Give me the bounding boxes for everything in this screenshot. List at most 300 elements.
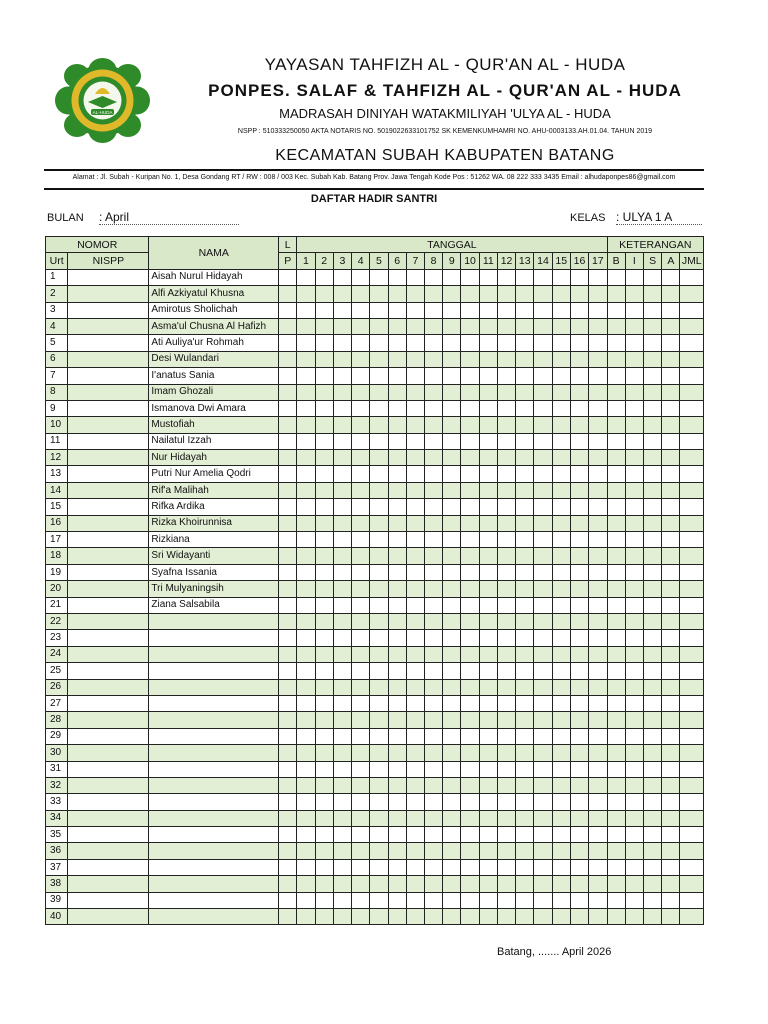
attendance-cell <box>552 466 570 482</box>
attendance-cell <box>479 597 497 613</box>
keterangan-cell <box>625 892 643 908</box>
date-header-17: 17 <box>589 253 607 269</box>
keterangan-cell <box>662 909 680 925</box>
attendance-cell <box>443 695 461 711</box>
attendance-cell <box>406 843 424 859</box>
student-name: Ziana Salsabila <box>149 597 279 613</box>
attendance-cell <box>570 318 588 334</box>
keterangan-header: KETERANGAN <box>607 237 703 253</box>
attendance-cell <box>388 433 406 449</box>
nispp-cell <box>68 368 149 384</box>
nispp-cell <box>68 695 149 711</box>
attendance-cell <box>352 646 370 662</box>
attendance-cell <box>315 318 333 334</box>
attendance-cell <box>315 777 333 793</box>
keterangan-cell <box>680 745 704 761</box>
attendance-cell <box>570 466 588 482</box>
attendance-cell <box>424 548 442 564</box>
attendance-cell <box>516 318 534 334</box>
attendance-cell <box>589 450 607 466</box>
attendance-cell <box>315 695 333 711</box>
nispp-cell <box>68 548 149 564</box>
table-row <box>46 630 704 646</box>
attendance-cell <box>370 630 388 646</box>
attendance-cell <box>589 876 607 892</box>
attendance-cell <box>370 286 388 302</box>
attendance-cell <box>534 630 552 646</box>
nispp-cell <box>68 679 149 695</box>
attendance-cell <box>443 679 461 695</box>
keterangan-cell <box>625 794 643 810</box>
attendance-cell <box>370 581 388 597</box>
date-header-6: 6 <box>388 253 406 269</box>
attendance-cell <box>516 433 534 449</box>
student-name: I'anatus Sania <box>149 368 279 384</box>
attendance-cell <box>352 532 370 548</box>
attendance-cell <box>461 466 479 482</box>
keterangan-cell <box>607 581 625 597</box>
student-name: Imam Ghozali <box>149 384 279 400</box>
attendance-cell <box>424 630 442 646</box>
keterangan-cell <box>644 728 662 744</box>
nispp-cell <box>68 417 149 433</box>
keterangan-cell <box>662 433 680 449</box>
tanggal-header: TANGGAL <box>297 237 607 253</box>
keterangan-cell <box>680 302 704 318</box>
attendance-cell <box>370 433 388 449</box>
gender-cell <box>279 859 297 875</box>
ket-header-b: B <box>607 253 625 269</box>
keterangan-cell <box>680 794 704 810</box>
student-name <box>149 630 279 646</box>
date-header-9: 9 <box>443 253 461 269</box>
attendance-cell <box>497 679 515 695</box>
attendance-cell <box>443 581 461 597</box>
keterangan-cell <box>644 794 662 810</box>
attendance-cell <box>370 876 388 892</box>
attendance-cell <box>516 876 534 892</box>
student-name <box>149 909 279 925</box>
attendance-cell <box>516 368 534 384</box>
attendance-cell <box>516 548 534 564</box>
attendance-cell <box>370 532 388 548</box>
attendance-cell <box>497 712 515 728</box>
attendance-cell <box>461 286 479 302</box>
keterangan-cell <box>680 876 704 892</box>
row-number: 26 <box>46 679 68 695</box>
attendance-cell <box>370 564 388 580</box>
attendance-cell <box>333 368 351 384</box>
keterangan-cell <box>644 761 662 777</box>
attendance-cell <box>315 384 333 400</box>
attendance-cell <box>461 302 479 318</box>
keterangan-cell <box>607 859 625 875</box>
attendance-cell <box>352 351 370 367</box>
attendance-cell <box>443 286 461 302</box>
attendance-cell <box>315 466 333 482</box>
attendance-cell <box>516 564 534 580</box>
attendance-cell <box>461 794 479 810</box>
attendance-cell <box>516 269 534 285</box>
attendance-cell <box>424 318 442 334</box>
attendance-cell <box>388 695 406 711</box>
attendance-cell <box>479 269 497 285</box>
attendance-cell <box>297 433 315 449</box>
attendance-cell <box>297 351 315 367</box>
keterangan-cell <box>644 499 662 515</box>
nispp-cell <box>68 286 149 302</box>
attendance-cell <box>388 384 406 400</box>
attendance-cell <box>497 318 515 334</box>
attendance-cell <box>589 417 607 433</box>
attendance-cell <box>352 761 370 777</box>
attendance-cell <box>497 909 515 925</box>
keterangan-cell <box>662 646 680 662</box>
attendance-cell <box>497 794 515 810</box>
kelas-value: : ULYA 1 A <box>616 210 702 225</box>
attendance-cell <box>570 548 588 564</box>
attendance-cell <box>589 482 607 498</box>
attendance-cell <box>388 827 406 843</box>
keterangan-cell <box>625 318 643 334</box>
attendance-cell <box>424 499 442 515</box>
attendance-cell <box>589 466 607 482</box>
attendance-cell <box>479 286 497 302</box>
student-name: Rizkiana <box>149 532 279 548</box>
attendance-cell <box>461 843 479 859</box>
attendance-cell <box>424 843 442 859</box>
attendance-cell <box>570 368 588 384</box>
attendance-cell <box>333 859 351 875</box>
keterangan-cell <box>680 417 704 433</box>
attendance-cell <box>315 679 333 695</box>
keterangan-cell <box>662 777 680 793</box>
attendance-cell <box>388 335 406 351</box>
keterangan-cell <box>680 695 704 711</box>
attendance-cell <box>516 712 534 728</box>
keterangan-cell <box>680 892 704 908</box>
attendance-cell <box>315 581 333 597</box>
attendance-cell <box>570 679 588 695</box>
attendance-cell <box>406 318 424 334</box>
attendance-cell <box>297 712 315 728</box>
attendance-cell <box>570 663 588 679</box>
attendance-cell <box>589 532 607 548</box>
attendance-cell <box>424 532 442 548</box>
attendance-cell <box>370 597 388 613</box>
keterangan-cell <box>625 564 643 580</box>
row-number: 24 <box>46 646 68 662</box>
attendance-cell <box>443 909 461 925</box>
attendance-cell <box>333 466 351 482</box>
attendance-cell <box>516 679 534 695</box>
attendance-cell <box>297 450 315 466</box>
nispp-cell <box>68 843 149 859</box>
attendance-cell <box>315 532 333 548</box>
attendance-cell <box>315 663 333 679</box>
keterangan-cell <box>607 843 625 859</box>
attendance-cell <box>497 417 515 433</box>
attendance-cell <box>406 646 424 662</box>
attendance-cell <box>297 745 315 761</box>
attendance-cell <box>570 827 588 843</box>
keterangan-cell <box>680 712 704 728</box>
attendance-cell <box>315 859 333 875</box>
attendance-cell <box>352 564 370 580</box>
attendance-cell <box>315 630 333 646</box>
keterangan-cell <box>662 482 680 498</box>
row-number: 29 <box>46 728 68 744</box>
attendance-cell <box>534 679 552 695</box>
attendance-cell <box>589 630 607 646</box>
keterangan-cell <box>607 269 625 285</box>
attendance-cell <box>333 777 351 793</box>
nispp-cell <box>68 630 149 646</box>
student-name: Mustofiah <box>149 417 279 433</box>
keterangan-cell <box>625 810 643 826</box>
keterangan-cell <box>680 761 704 777</box>
attendance-cell <box>424 892 442 908</box>
nispp-cell <box>68 466 149 482</box>
attendance-cell <box>589 384 607 400</box>
keterangan-cell <box>662 843 680 859</box>
attendance-cell <box>497 302 515 318</box>
attendance-cell <box>570 745 588 761</box>
student-name <box>149 761 279 777</box>
attendance-cell <box>497 269 515 285</box>
attendance-cell <box>443 892 461 908</box>
row-number: 11 <box>46 433 68 449</box>
attendance-cell <box>315 302 333 318</box>
keterangan-cell <box>644 417 662 433</box>
keterangan-cell <box>607 351 625 367</box>
keterangan-cell <box>607 400 625 416</box>
attendance-cell <box>315 286 333 302</box>
madrasah-name: MADRASAH DINIYAH WATAKMILIYAH 'ULYA AL - HUDA <box>279 106 611 121</box>
keterangan-cell <box>662 335 680 351</box>
attendance-cell <box>388 466 406 482</box>
table-row <box>46 761 704 777</box>
attendance-cell <box>315 613 333 629</box>
row-number: 40 <box>46 909 68 925</box>
attendance-cell <box>443 630 461 646</box>
attendance-cell <box>424 761 442 777</box>
row-number: 36 <box>46 843 68 859</box>
date-header-13: 13 <box>516 253 534 269</box>
ket-header-i: I <box>625 253 643 269</box>
keterangan-cell <box>680 679 704 695</box>
attendance-cell <box>333 810 351 826</box>
keterangan-cell <box>680 400 704 416</box>
gender-cell <box>279 892 297 908</box>
table-row <box>46 843 704 859</box>
attendance-cell <box>297 368 315 384</box>
attendance-cell <box>443 810 461 826</box>
gender-cell <box>279 843 297 859</box>
attendance-cell <box>461 318 479 334</box>
attendance-cell <box>297 630 315 646</box>
attendance-cell <box>443 777 461 793</box>
attendance-cell <box>552 695 570 711</box>
keterangan-cell <box>680 384 704 400</box>
attendance-cell <box>461 597 479 613</box>
keterangan-cell <box>625 728 643 744</box>
keterangan-cell <box>680 335 704 351</box>
attendance-cell <box>297 384 315 400</box>
row-number: 13 <box>46 466 68 482</box>
attendance-cell <box>497 384 515 400</box>
keterangan-cell <box>625 859 643 875</box>
nispp-cell <box>68 384 149 400</box>
table-row <box>46 318 704 334</box>
nispp-cell <box>68 810 149 826</box>
keterangan-cell <box>625 712 643 728</box>
nispp-cell <box>68 318 149 334</box>
attendance-cell <box>333 827 351 843</box>
row-number: 16 <box>46 515 68 531</box>
attendance-cell <box>570 728 588 744</box>
keterangan-cell <box>644 712 662 728</box>
keterangan-cell <box>625 613 643 629</box>
attendance-cell <box>497 466 515 482</box>
keterangan-cell <box>607 646 625 662</box>
attendance-cell <box>352 859 370 875</box>
attendance-cell <box>370 679 388 695</box>
attendance-cell <box>406 859 424 875</box>
keterangan-cell <box>662 728 680 744</box>
attendance-cell <box>534 843 552 859</box>
gender-cell <box>279 532 297 548</box>
table-row <box>46 433 704 449</box>
attendance-cell <box>406 564 424 580</box>
attendance-cell <box>589 695 607 711</box>
attendance-cell <box>461 368 479 384</box>
student-name: Rifka Ardika <box>149 499 279 515</box>
gender-cell <box>279 728 297 744</box>
attendance-cell <box>589 335 607 351</box>
table-row <box>46 810 704 826</box>
attendance-cell <box>443 794 461 810</box>
attendance-cell <box>333 417 351 433</box>
keterangan-cell <box>607 695 625 711</box>
keterangan-cell <box>662 548 680 564</box>
attendance-cell <box>297 728 315 744</box>
row-number: 6 <box>46 351 68 367</box>
attendance-cell <box>552 827 570 843</box>
attendance-cell <box>297 909 315 925</box>
attendance-cell <box>497 728 515 744</box>
attendance-cell <box>406 417 424 433</box>
attendance-cell <box>388 597 406 613</box>
attendance-cell <box>315 499 333 515</box>
keterangan-cell <box>625 335 643 351</box>
attendance-cell <box>516 351 534 367</box>
attendance-cell <box>479 794 497 810</box>
attendance-cell <box>297 827 315 843</box>
gender-cell <box>279 302 297 318</box>
student-name <box>149 794 279 810</box>
attendance-cell <box>297 548 315 564</box>
keterangan-cell <box>680 499 704 515</box>
student-name <box>149 876 279 892</box>
attendance-cell <box>315 909 333 925</box>
attendance-cell <box>333 286 351 302</box>
attendance-cell <box>516 466 534 482</box>
attendance-cell <box>315 335 333 351</box>
nispp-cell <box>68 761 149 777</box>
attendance-cell <box>479 515 497 531</box>
attendance-cell <box>443 302 461 318</box>
attendance-cell <box>552 417 570 433</box>
date-header-2: 2 <box>315 253 333 269</box>
header-divider-top <box>44 169 704 171</box>
gender-cell <box>279 384 297 400</box>
attendance-cell <box>406 597 424 613</box>
attendance-cell <box>552 482 570 498</box>
keterangan-cell <box>607 286 625 302</box>
nispp-cell <box>68 269 149 285</box>
attendance-cell <box>534 695 552 711</box>
attendance-cell <box>570 794 588 810</box>
keterangan-cell <box>662 269 680 285</box>
keterangan-cell <box>680 269 704 285</box>
attendance-cell <box>570 859 588 875</box>
attendance-cell <box>443 532 461 548</box>
attendance-cell <box>443 548 461 564</box>
attendance-cell <box>497 286 515 302</box>
attendance-cell <box>370 335 388 351</box>
attendance-cell <box>352 433 370 449</box>
keterangan-cell <box>607 515 625 531</box>
table-row <box>46 909 704 925</box>
nispp-cell <box>68 433 149 449</box>
table-row <box>46 302 704 318</box>
attendance-cell <box>333 400 351 416</box>
attendance-cell <box>388 728 406 744</box>
attendance-cell <box>443 728 461 744</box>
attendance-cell <box>424 400 442 416</box>
nispp-cell <box>68 597 149 613</box>
attendance-cell <box>406 909 424 925</box>
keterangan-cell <box>644 318 662 334</box>
gender-cell <box>279 351 297 367</box>
attendance-cell <box>497 777 515 793</box>
attendance-cell <box>497 400 515 416</box>
attendance-cell <box>443 564 461 580</box>
row-number: 3 <box>46 302 68 318</box>
keterangan-cell <box>644 384 662 400</box>
attendance-cell <box>589 581 607 597</box>
student-name <box>149 679 279 695</box>
table-row <box>46 532 704 548</box>
attendance-cell <box>297 597 315 613</box>
attendance-cell <box>297 581 315 597</box>
keterangan-cell <box>607 892 625 908</box>
attendance-cell <box>443 335 461 351</box>
keterangan-cell <box>607 417 625 433</box>
attendance-cell <box>534 892 552 908</box>
attendance-cell <box>534 351 552 367</box>
table-row <box>46 876 704 892</box>
attendance-cell <box>352 843 370 859</box>
gender-cell <box>279 745 297 761</box>
row-number: 8 <box>46 384 68 400</box>
attendance-cell <box>352 663 370 679</box>
nomor-header: NOMOR <box>46 237 149 253</box>
attendance-cell <box>406 499 424 515</box>
keterangan-cell <box>625 286 643 302</box>
attendance-cell <box>443 269 461 285</box>
